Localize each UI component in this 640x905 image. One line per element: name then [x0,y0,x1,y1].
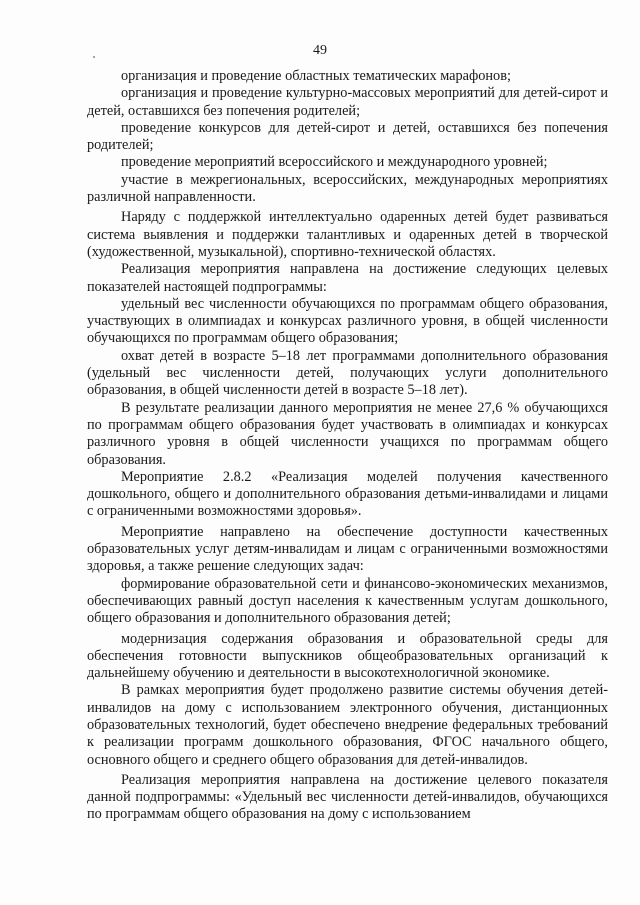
list-item: проведение конкурсов для детей-сирот и детей, оставшихся без попечения родителей; [87,119,608,154]
body-paragraph: Мероприятие 2.8.2 «Реализация моделей получения качественного дошкольного, общего и дополнительного образования детьми-инвалидами и лицами с ограниченными возможностями здоровья». [87,468,608,520]
list-item: охват детей в возрасте 5–18 лет программами дополнительного образования (удельный вес численности детей, получающих услуги дополнительного образования, в общей численности детей в возрасте 5–18 лет). [87,347,608,399]
body-paragraph: Мероприятие направлено на обеспечение доступности качественных образовательных услуг детям-инвалидам и лицам с ограниченными возможностями здоровья, а также решение следующих задач: [87,523,608,575]
list-item: организация и проведение областных тематических марафонов; [121,68,511,84]
body-paragraph: Реализация мероприятия направлена на достижение следующих целевых показателей настоящей подпрограммы: [87,261,608,295]
body-paragraph: Наряду с поддержкой интеллектуально одаренных детей будет развиваться система выявления и поддержки талантливых и одаренных детей в творческой (художественной, музыкальной), спортивно-технической областях. [87,209,608,260]
body-paragraph: Реализация мероприятия направлена на достижение целевого показателя данной подпрограммы: «Удельный вес численности детей-инвалидов, обучающихся по программам общего образования на дому с использованием [87,771,608,823]
list-item: проведение мероприятий всероссийского и международного уровней; [121,154,548,171]
document-body [87,68,608,824]
list-item: модернизация содержания образования и образовательной среды для обеспечения готовности выпускников общеобразовательных организаций к дальнейшему обучению и деятельности в высокотехнологичной экономике. [87,630,608,682]
list-item: формирование образовательной сети и финансово-экономических механизмов, обеспечивающих равный доступ населения к качественным услугам дошкольного, общего образования и дополнительного образования детей; [87,575,608,627]
list-item: удельный вес численности обучающихся по программам общего образования, участвующих в олимпиадах и конкурсах различного уровня, в общей численности обучающихся по программам общего образования; [87,295,608,347]
list-item: организация и проведение культурно-массовых мероприятий для детей-сирот и детей, оставшихся без попечения родителей; [87,85,608,119]
list-item: участие в межрегиональных, всероссийских, международных мероприятиях различной направленности. [87,171,608,206]
body-paragraph: В рамках мероприятия будет продолжено развитие системы обучения детей-инвалидов на дому с использованием электронного обучения, дистанционных образовательных технологий, будет обеспечено внедрение федеральных требований к реализации программ дошкольного образования, ФГОС начального общего, основного общего и среднего общего образования для детей-инвалидов. [87,682,608,768]
body-paragraph: В результате реализации данного мероприятия не менее 27,6 % обучающихся по программам общего образования будет участвовать в олимпиадах и конкурсах различного уровня в общей численности учащихся по программам общего образования. [87,399,608,468]
page-number: 49 [313,43,327,58]
